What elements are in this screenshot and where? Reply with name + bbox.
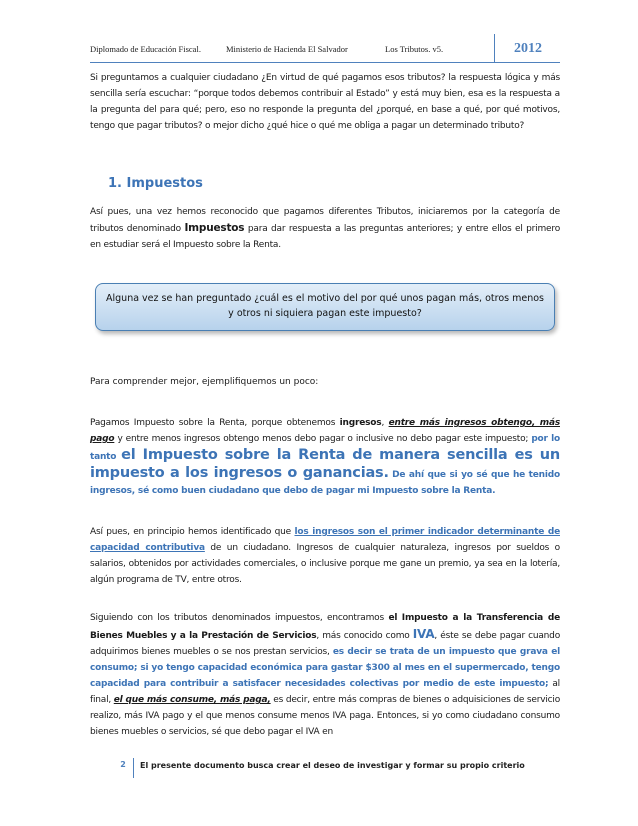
more-income-phrase: entre más ingresos obtengo, más pago <box>90 418 560 444</box>
callout-text: Alguna vez se han preguntado ¿cuál es el motivo del por qué unos pagan más, otros menos y otros ni siquiera pagan este impuesto? <box>106 293 544 319</box>
text-run: Pagamos Impuesto sobre la Renta, porque obtenemos <box>90 418 340 428</box>
consume-phrase: el que más consume, más paga, <box>113 695 271 705</box>
renta-definition: el Impuesto sobre la Renta de manera sencilla es un impuesto a los ingresos o ganancias. <box>90 447 560 481</box>
text-run: , éste se debe pagar cuando adquirimos bienes muebles o se nos prestan servicios, <box>90 631 561 657</box>
iva-full-name: Impuesto a la Transferencia de Bienes Muebles y a la Prestación de Servicios <box>90 613 560 641</box>
text-run: , <box>381 418 389 428</box>
text-run: Siguiendo con los tributos denominados impuestos, encontramos <box>90 613 389 623</box>
header-year: 2012 <box>494 34 561 62</box>
question-callout <box>95 283 555 331</box>
text-run: Así pues, una vez hemos reconocido que pagamos diferentes Tributos, iniciaremos por la categoría de tributos denominado <box>90 207 560 234</box>
text-run: es decir, entre más compras de bienes o adquisiciones de servicio realizo, más IVA pago y el que menos consume menos IVA paga. Entonces, si yo como ciudadano consumo bienes muebles o servicios, sé que debo pagar el IVA en <box>90 695 560 737</box>
capacidad-paragraph <box>90 524 560 588</box>
header-topic: Los Tributos. v5. <box>385 44 444 54</box>
text-run: , más conocido como <box>316 631 413 641</box>
footer-divider <box>133 758 134 778</box>
page-footer <box>116 758 526 778</box>
intro-paragraph: Si preguntamos a cualquier ciudadano ¿En virtud de qué pagamos esos tributos? la respuesta lógica y más sencilla sería escuchar: “porque todos debemos contribuir al Estado” y está muy bien, esa es la respuesta a la pregunta del para qué; pero, eso no responde la pregunta del ¿porqué, en base a qué, por qué motivos, tengo que pagar tributos? o mejor dicho ¿qué hice o qué me obliga a pagar un determinado tributo? <box>90 73 560 131</box>
section-title: 1. Impuestos <box>108 176 203 191</box>
impuestos-term: Impuestos <box>184 222 245 234</box>
text-run: el <box>388 613 398 623</box>
text-run: y entre menos ingresos obtengo menos debo pagar o inclusive no debo pagar este impuesto; <box>114 434 532 444</box>
iva-paragraph <box>90 610 560 740</box>
categoria-paragraph <box>90 204 560 253</box>
text-run: al final, <box>90 679 560 705</box>
text-run: de un ciudadano. Ingresos de cualquier naturaleza, ingresos por sueldos o salarios, obtenidos por actividades comerciales, o inclusive porque me gane un premio, ya sea en la lotería, algún programa de TV, entre otros. <box>90 543 560 585</box>
ingresos-term: ingresos <box>339 418 382 428</box>
header-course: Diplomado de Educación Fiscal. <box>90 44 201 54</box>
ejemplo-paragraph: Para comprender mejor, ejemplifiquemos un poco: <box>90 377 319 387</box>
por-lo-tanto: por lo tanto <box>90 434 561 462</box>
iva-acronym: IVA <box>412 627 435 641</box>
footer-text: El presente documento busca crear el deseo de investigar y formar su propio criterio <box>140 761 525 770</box>
text-run: Así pues, en principio hemos identificado que <box>90 527 295 537</box>
capacidad-link[interactable]: los ingresos son el primer indicador determinante de capacidad contributiva <box>90 527 560 553</box>
text-run: para dar respuesta a las preguntas anteriores; y entre ellos el primero en estudiar será el Impuesto sobre la Renta. <box>90 224 560 250</box>
header-ministry: Ministerio de Hacienda El Salvador <box>226 44 348 54</box>
renta-conclusion: De ahí que si yo sé que he tenido ingresos, sé como buen ciudadano que debo de pagar mi Impuesto sobre la Renta. <box>90 470 560 496</box>
page-header <box>90 34 560 63</box>
renta-paragraph <box>90 415 560 499</box>
iva-explanation: es decir se trata de un impuesto que grava el consumo; si yo tengo capacidad económica para gastar $300 al mes en el supermercado, tengo capacidad para contribuir a satisfacer necesidades colectivas por medio de este impuesto; <box>90 647 561 689</box>
page-number: 2 <box>120 760 126 769</box>
